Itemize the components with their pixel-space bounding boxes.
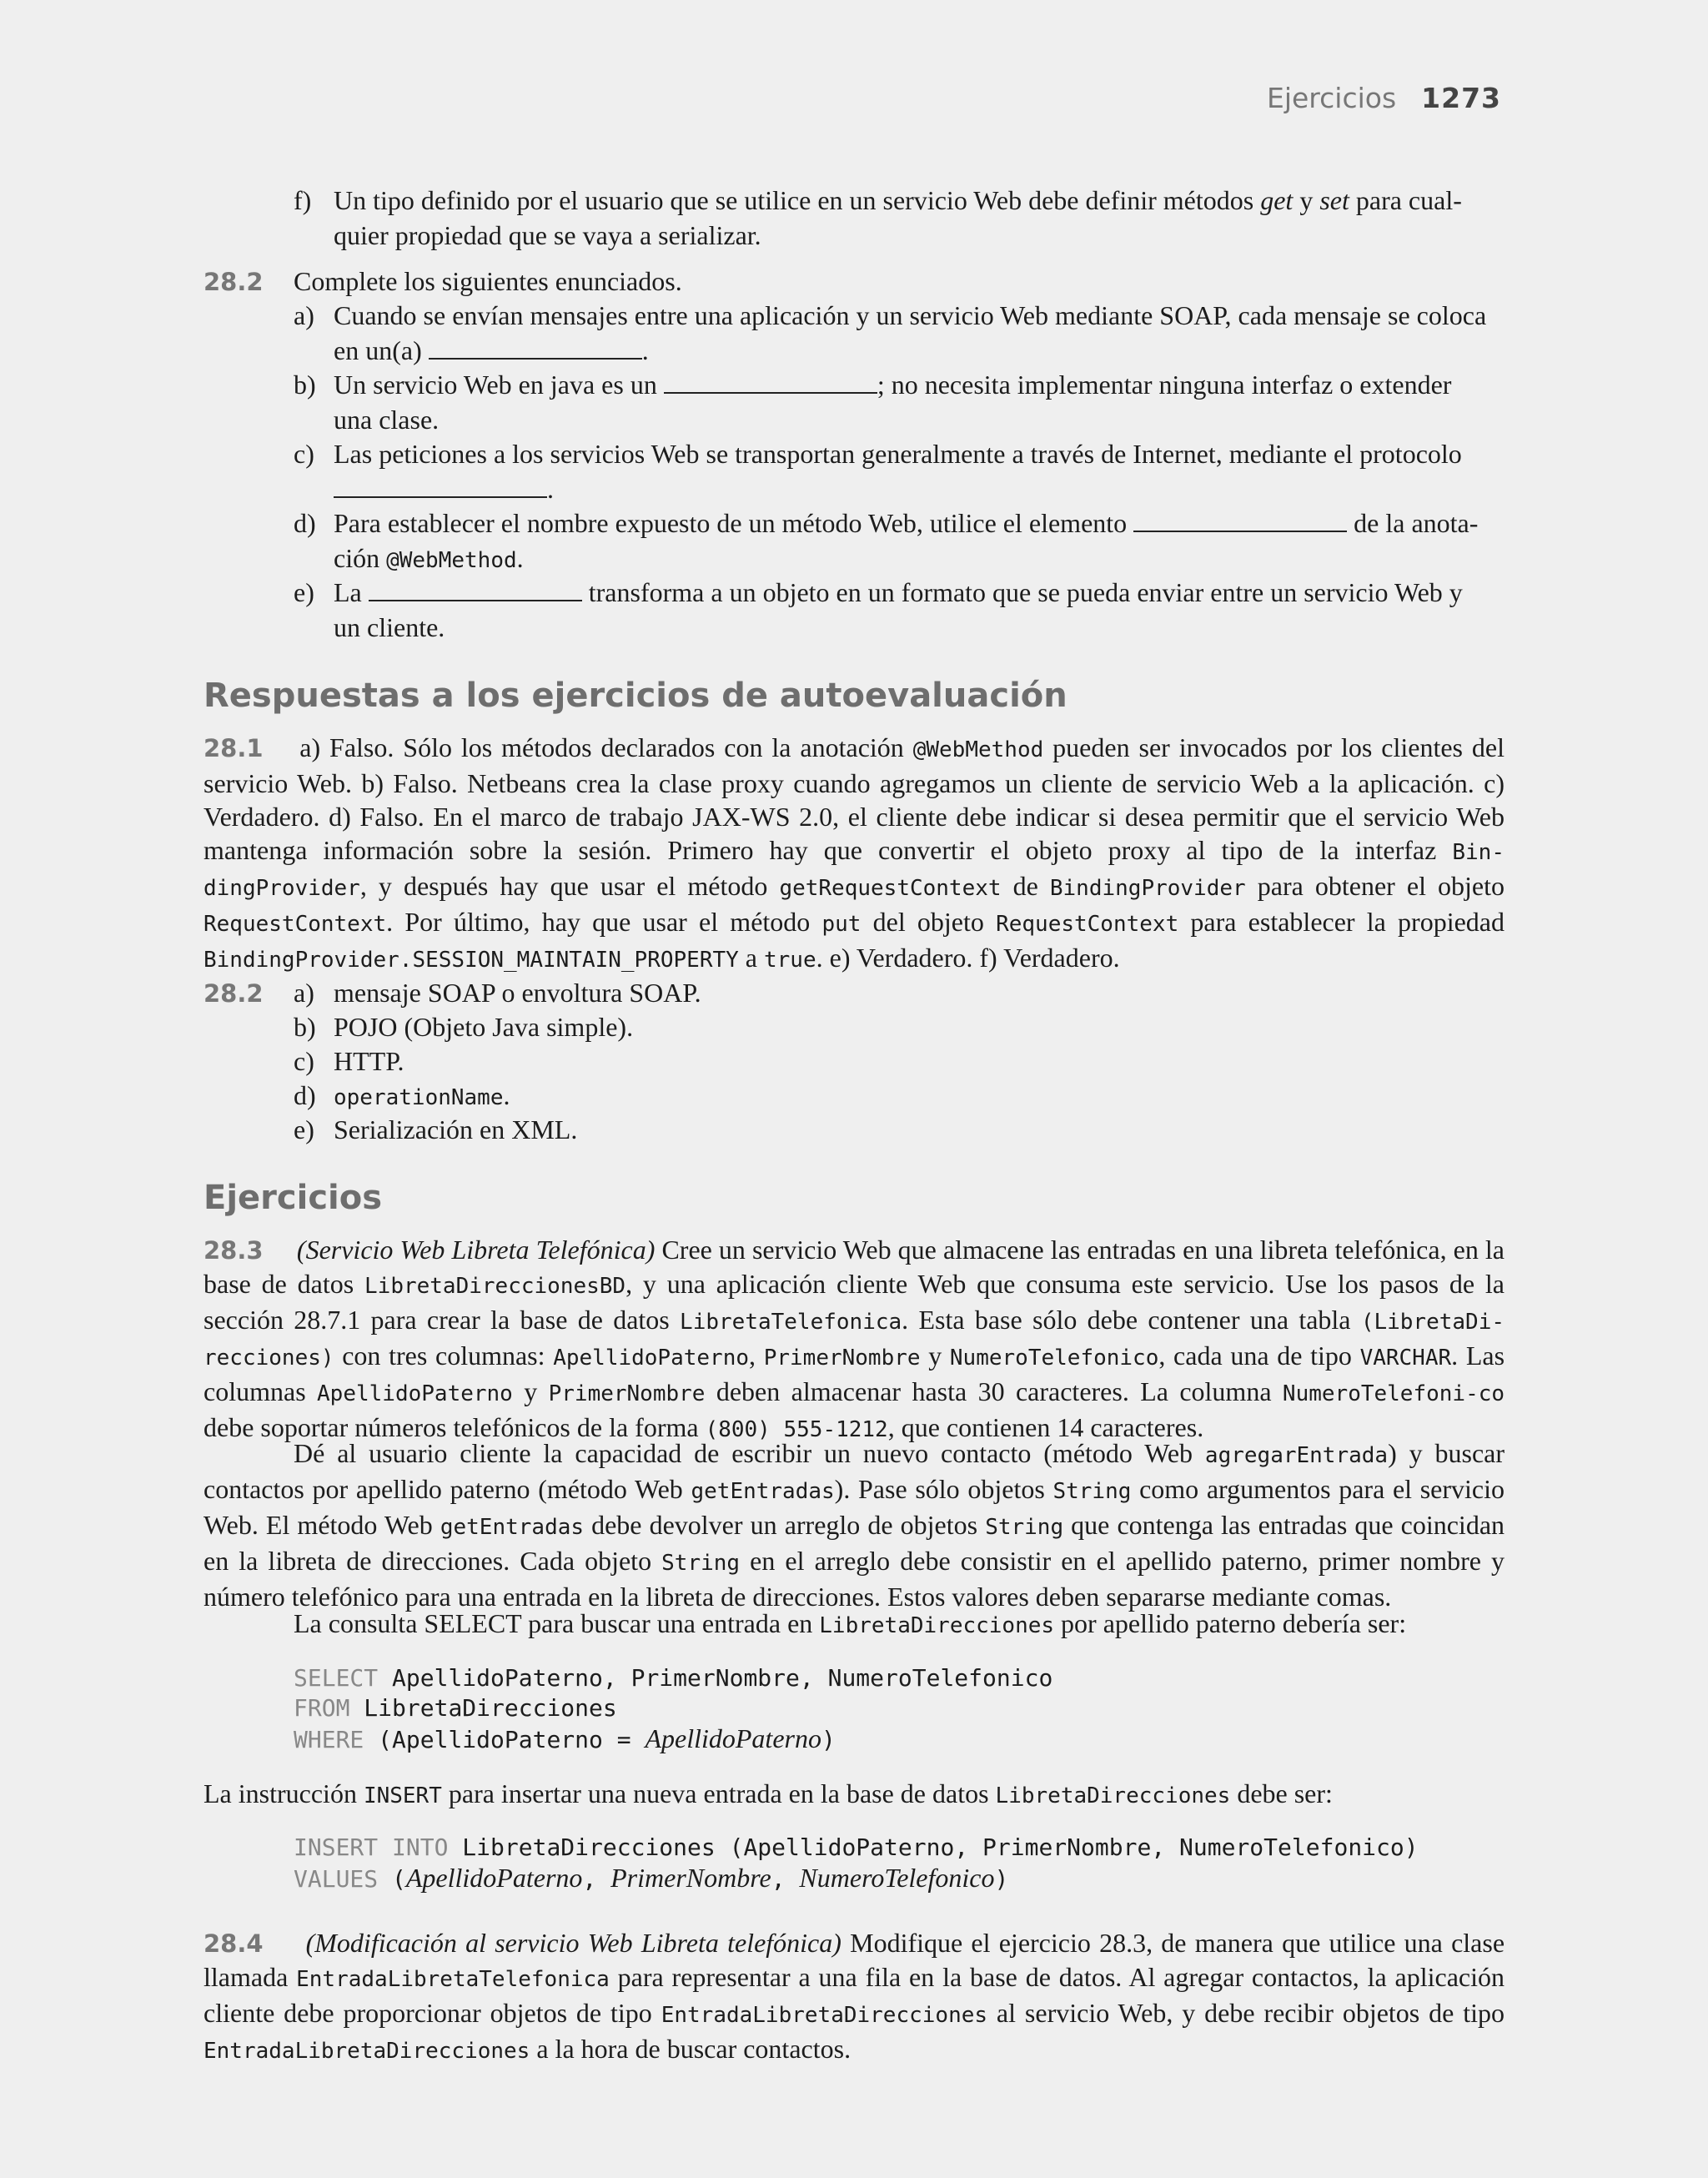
exercise-28-3-p1: 28.3 (Servicio Web Libreta Telefónica) Cree un servicio Web que almacene las entradas en una libreta telefónica, en la base de datos LibretaDireccionesBD, y una aplicación cliente Web que consuma este servicio. Use los pasos de la sección 28.7.1 para crear la base de datos LibretaTelefonica. Esta base sólo debe contener una tabla (LibretaDi-recciones) con tres columnas: ApellidoPaterno, PrimerNombre y NumeroTelefonico, cada una de tipo VARCHAR. Las columnas ApellidoPaterno y PrimerNombre deben almacenar hasta 30 caracteres. La columna NumeroTelefoni-co debe soportar números telefónicos de la forma (800) 555-1212, que contienen 14 caracteres. xyxy=(203,1235,1505,1442)
answer-28-1: 28.1 a) Falso. Sólo los métodos declarados con la anotación @WebMethod pueden ser invocados por los clientes del servicio Web. b) Falso. Netbeans crea la clase proxy cuando agregamos un cliente de servicio Web a la aplicación. c) Verdadero. d) Falso. En el marco de trabajo JAX-WS 2.0, el cliente debe indicar si desea permitir que el servicio Web mantenga información sobre la sesión. Primero hay que convertir el objeto proxy al tipo de la interfaz Bin-dingProvider, y después hay que usar el método getRequestContext de BindingProvider para obtener el objeto RequestContext. Por último, hay que usar el método put del objeto RequestContext para establecer la propiedad BindingProvider.SESSION_MAINTAIN_PROPERTY a true. e) Verdadero. f) Verdadero. xyxy=(203,732,1505,973)
item-b-cont: una clase. xyxy=(334,405,440,435)
item-e: e) La transforma a un objeto en un formato que se pueda enviar entre un servicio Web y xyxy=(294,577,1463,607)
item-b: b) Un servicio Web en java es un ; no necesita implementar ninguna interfaz o extender xyxy=(294,370,1452,400)
page-number: 1273 xyxy=(1421,82,1501,114)
fill-blank[interactable] xyxy=(369,578,582,601)
exercise-number: 28.3 xyxy=(203,1236,264,1265)
section-heading-answers: Respuestas a los ejercicios de autoevaluación xyxy=(203,677,1068,715)
exercise-intro: Complete los siguientes enunciados. xyxy=(294,266,682,296)
item-e-cont: un cliente. xyxy=(334,612,445,642)
exercise-number: 28.2 xyxy=(203,268,264,296)
header-section: Ejercicios xyxy=(1266,82,1397,114)
sql-insert-block: INSERT INTO LibretaDirecciones (ApellidoPaterno, PrimerNombre, NumeroTelefonico) VALUES (ApellidoPaterno, PrimerNombre, NumeroTelefonico) xyxy=(294,1833,1419,1893)
answer-number: 28.1 xyxy=(203,734,264,762)
running-header xyxy=(1267,82,1501,114)
answer-item-d: d) operationName. xyxy=(294,1080,510,1110)
fill-blank[interactable] xyxy=(334,475,547,498)
answer-number: 28.2 xyxy=(203,979,264,1008)
fill-blank[interactable] xyxy=(664,370,877,394)
item-c-cont: . xyxy=(334,472,1635,506)
fill-blank[interactable] xyxy=(1133,509,1347,532)
item-f-cont: quier propiedad que se vaya a serializar. xyxy=(334,220,761,250)
item-a: a) Cuando se envían mensajes entre una aplicación y un servicio Web mediante SOAP, cada mensaje se coloca xyxy=(294,300,1487,330)
item-d-cont: ción @WebMethod. xyxy=(334,543,524,573)
item-c: c) Las peticiones a los servicios Web se transportan generalmente a través de Internet, mediante el protocolo xyxy=(294,439,1462,469)
item-label: f) xyxy=(294,185,312,215)
sql-select-block: SELECT ApellidoPaterno, PrimerNombre, NumeroTelefonico FROM LibretaDirecciones WHERE (ApellidoPaterno = ApellidoPaterno) xyxy=(294,1664,1053,1753)
fill-blank[interactable] xyxy=(429,336,642,360)
exercise-28-3-p4: La instrucción INSERT para insertar una nueva entrada en la base de datos LibretaDirecciones debe ser: xyxy=(203,1778,1333,1808)
exercise-28-2 xyxy=(203,264,1505,299)
answer-item-e: e) Serialización en XML. xyxy=(294,1114,578,1144)
item-d: d) Para establecer el nombre expuesto de un método Web, utilice el elemento de la anota- xyxy=(294,508,1479,538)
answer-28-2: 28.2 a) mensaje SOAP o envoltura SOAP. xyxy=(203,976,1505,1010)
answer-item-b: b) POJO (Objeto Java simple). xyxy=(294,1012,634,1042)
answer-item-c: c) HTTP. xyxy=(294,1046,404,1076)
section-heading-exercises: Ejercicios xyxy=(203,1179,383,1217)
item-f xyxy=(294,184,1505,217)
exercise-28-3-p2: Dé al usuario cliente la capacidad de escribir un nuevo contacto (método Web agregarEntrada) y buscar contactos por apellido paterno (método Web getEntradas). Pase sólo objetos String como argumentos para el servicio Web. El método Web getEntradas debe devolver un arreglo de objetos String que contenga las entradas que coincidan en la libreta de direcciones. Cada objeto String en el arreglo debe consistir en el apellido paterno, primer nombre y número telefónico para una entrada en la libreta de direcciones. Estos valores deben separarse mediante comas. xyxy=(203,1438,1505,1612)
item-text: Un tipo definido por el usuario que se utilice en un servicio Web debe definir métodos get y set para cual- xyxy=(334,185,1462,215)
exercise-28-3-p3: La consulta SELECT para buscar una entrada en LibretaDirecciones por apellido paterno debería ser: xyxy=(294,1608,1407,1638)
exercise-number: 28.4 xyxy=(203,1929,264,1958)
item-a-cont: en un(a) . xyxy=(334,335,649,365)
exercise-28-4: 28.4 (Modificación al servicio Web Libreta telefónica) Modifique el ejercicio 28.3, de manera que utilice una clase llamada EntradaLibretaTelefonica para representar a una fila en la base de datos. Al agregar contactos, la aplicación cliente debe proporcionar objetos de tipo EntradaLibretaDirecciones al servicio Web, y debe recibir objetos de tipo EntradaLibretaDirecciones a la hora de buscar contactos. xyxy=(203,1928,1505,2064)
